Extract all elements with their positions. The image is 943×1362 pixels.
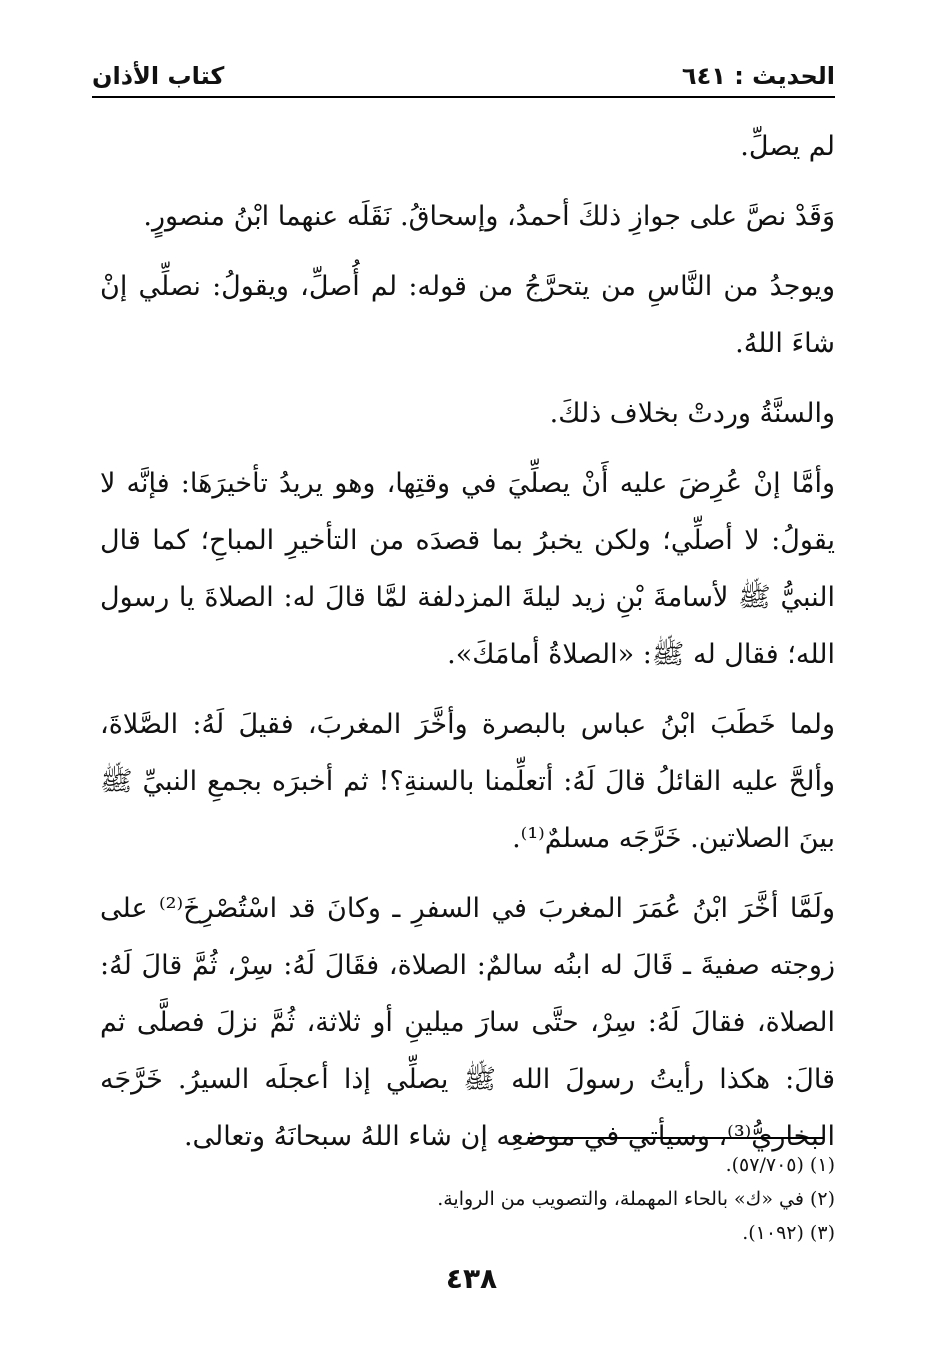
book-title: كتاب الأذان [92, 62, 225, 90]
footnote: (٣) (١٠٩٢). [742, 1222, 835, 1244]
footnote: (١) (٥٧/٧٠٥). [725, 1154, 835, 1176]
hadith-number-label: الحديث : ٦٤١ [681, 62, 835, 90]
footnote: (٢) في «ك» بالحاء المهملة، والتصويب من الرواية. [437, 1188, 835, 1210]
paragraph: وأمَّا إنْ عُرِضَ عليه أَنْ يصلِّيَ في وقتِها، وهو يريدُ تأخيرَهَا: فإنَّه لا يقولُ: لا أصلِّي؛ ولكن يخبرُ بما قصدَه من التأخيرِ المباحِ؛ كما قال النبيُّ ﷺ لأسامةَ بْنِ زيد ليلةَ المزدلفة لمَّا قالَ له: الصلاةَ يا رسول الله؛ فقال له ﷺ: «الصلاةُ أمامَكَ». [100, 468, 835, 670]
running-header [92, 56, 835, 98]
footnote-separator [528, 1137, 824, 1139]
main-text [100, 118, 835, 1178]
paragraph: ولما خَطَبَ ابْنُ عباس بالبصرة وأخَّرَ المغربَ، فقيلَ لَهُ: الصَّلاةَ، وألحَّ عليه القائلُ قالَ لَهُ: أتعلِّمنا بالسنةِ؟! ثم أخبرَه بجمعِ النبيِّ ﷺ بينَ الصلاتين. خَرَّجَه مسلمٌ⁽¹⁾. [100, 709, 835, 854]
paragraph: وَقَدْ نصَّ على جوازِ ذلكَ أحمدُ، وإسحاقُ. نَقَلَه عنهما ابْنُ منصورٍ. [143, 201, 835, 232]
paragraph: والسنَّةُ وردتْ بخلاف ذلكَ. [549, 398, 835, 429]
page-number: ٤٣٨ [445, 1262, 498, 1295]
footnotes [100, 1148, 835, 1250]
paragraph: لم يصلِّ. [740, 131, 835, 162]
paragraph: ويوجدُ من النَّاسِ من يتحرَّجُ من قوله: لم أُصلِّ، ويقولُ: نصلِّي إنْ شاءَ اللهُ. [100, 271, 835, 359]
paragraph: ولَمَّا أخَّرَ ابْنُ عُمَرَ المغربَ في السفرِ ـ وكانَ قد اسْتُصْرِخَ⁽²⁾ على زوجته صفيةَ ـ قَالَ له ابنُه سالمٌ: الصلاة، فقَالَ لَهُ: سِرْ، ثُمَّ قالَ لَهُ: الصلاة، فقالَ لَهُ: سِرْ، حتَّى سارَ ميلينِ أو ثلاثة، ثُمَّ نزلَ فصلَّى ثم قالَ: هكذا رأيتُ رسولَ الله ﷺ يصلِّي إذا أعجلَه السيرُ. خَرَّجَه البخاريُّ⁽³⁾، وسيأتي في موضعِه إن شاء اللهُ سبحانَهُ وتعالى. [100, 893, 835, 1152]
